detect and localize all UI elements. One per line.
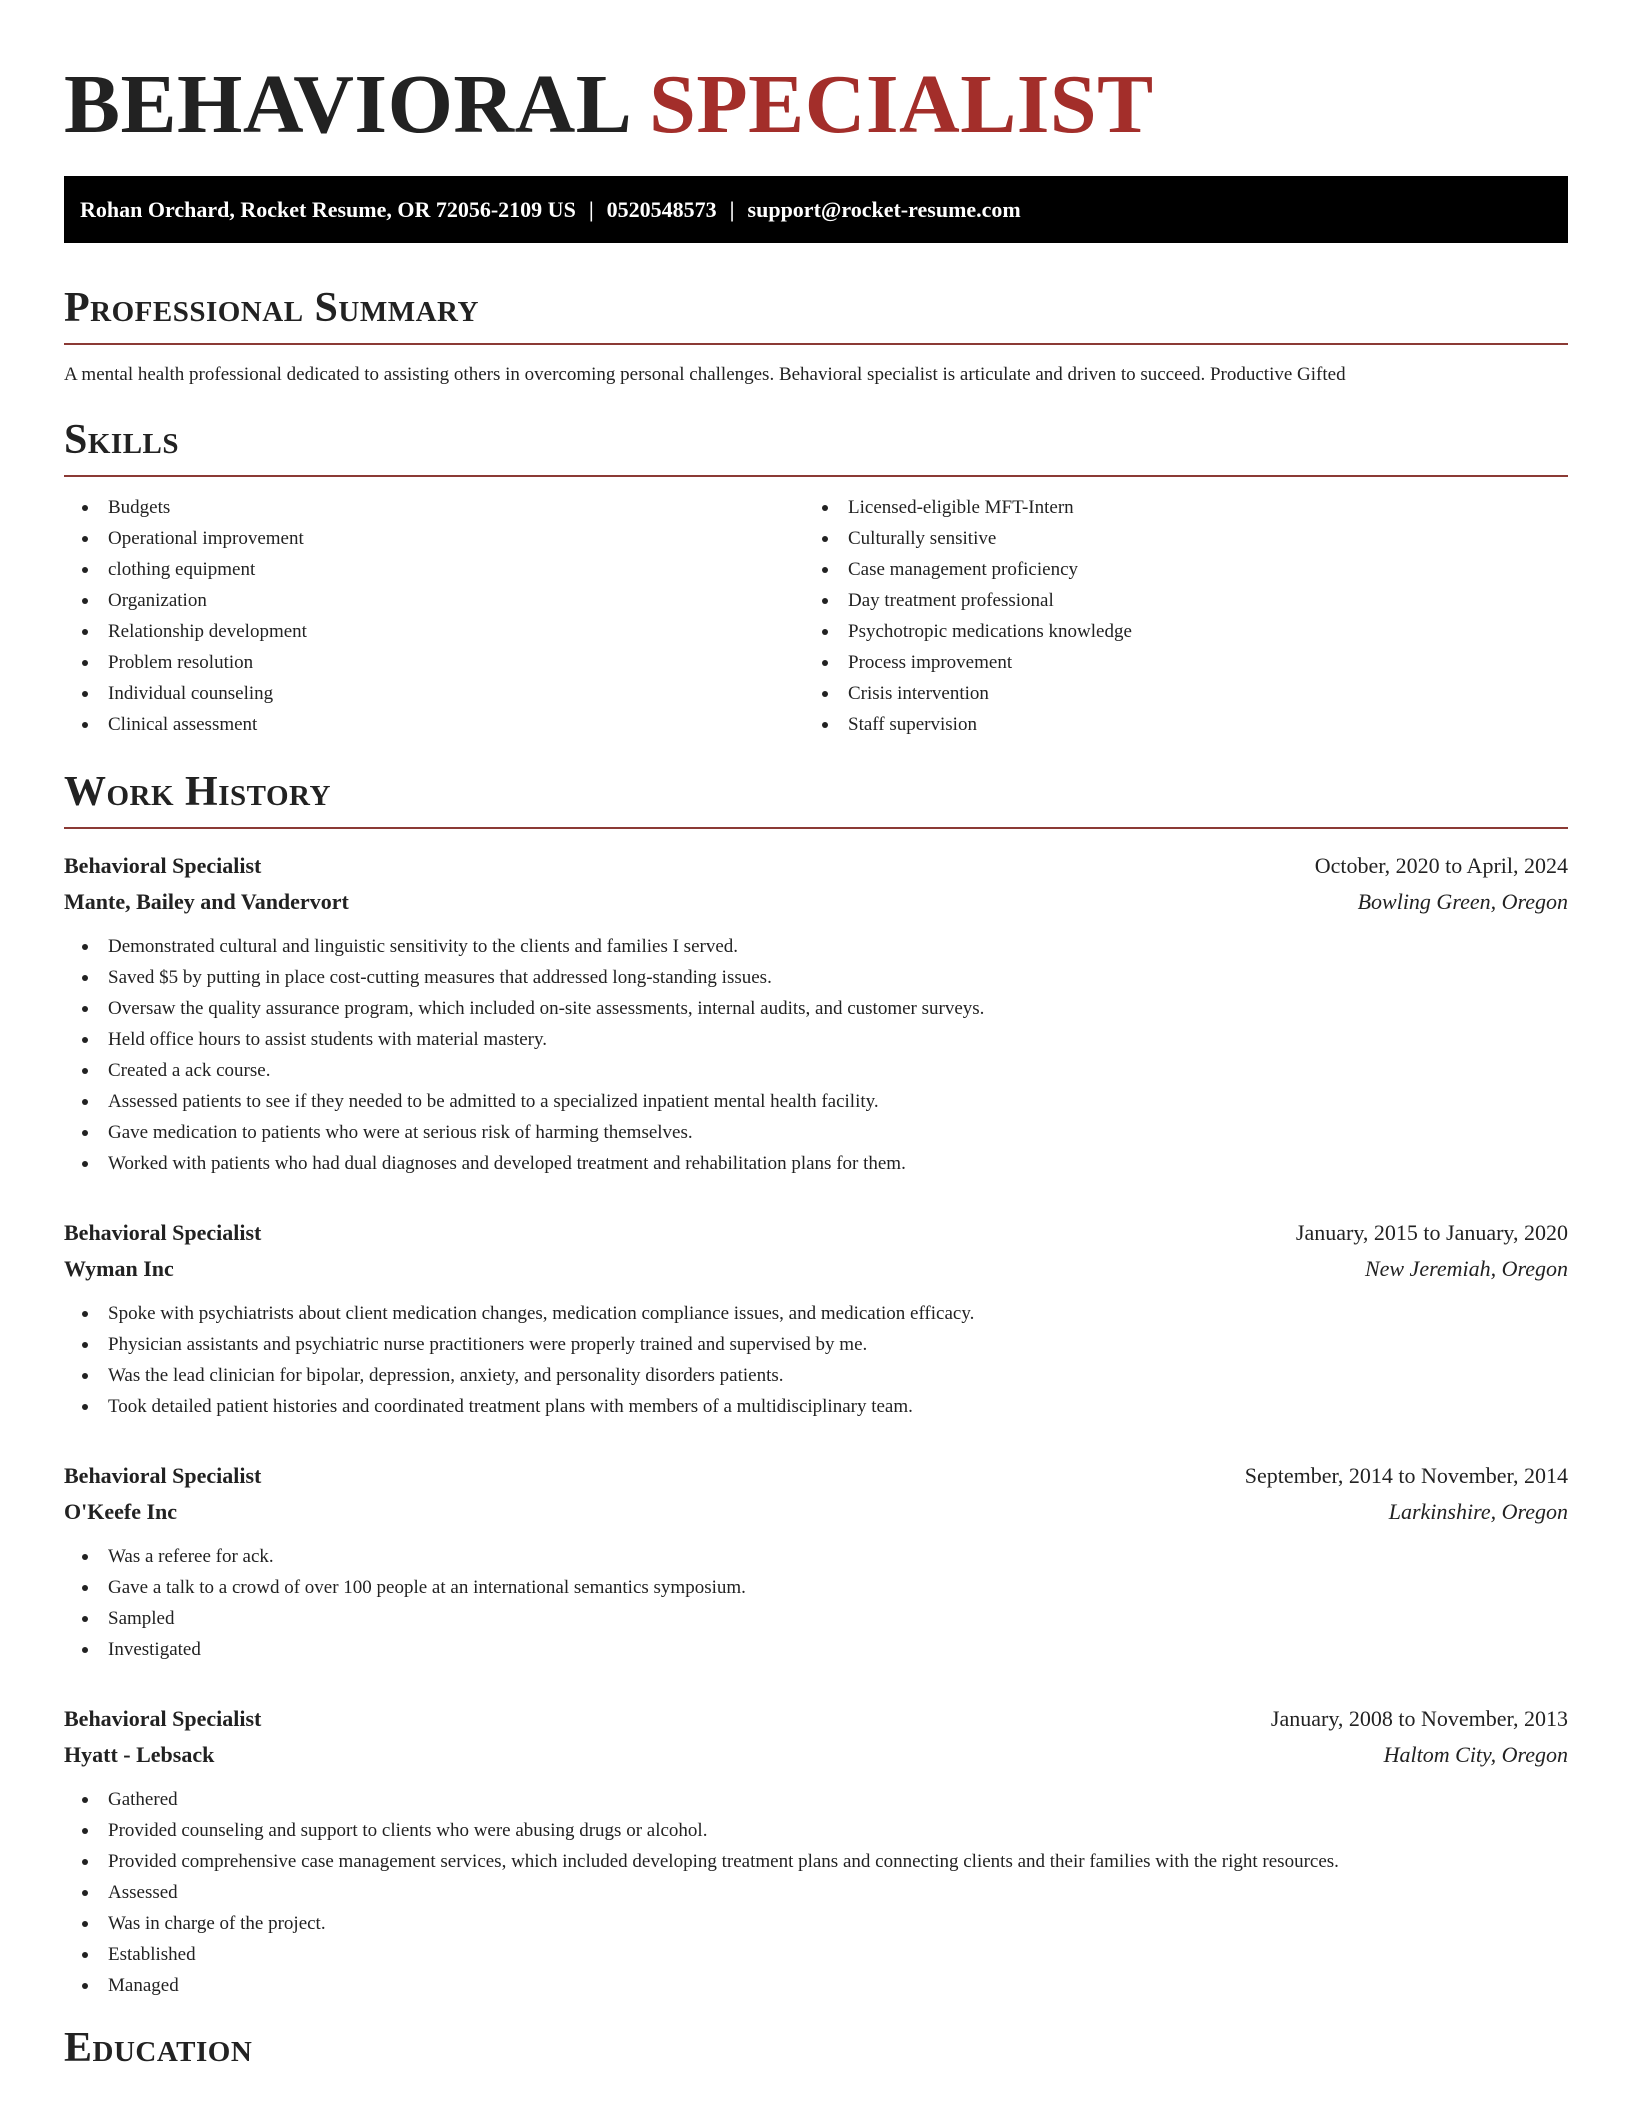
title-role-word: BEHAVIORAL xyxy=(64,58,628,151)
job-role: Behavioral Specialist xyxy=(64,853,262,878)
resume-title xyxy=(64,0,1568,155)
job-bullet: Physician assistants and psychiatric nurse practitioners were properly trained and supervised by me. xyxy=(64,1329,1568,1360)
job-bullet: Gave medication to patients who were at serious risk of harming themselves. xyxy=(64,1117,1568,1148)
skill-item: Clinical assessment xyxy=(64,709,804,740)
job-bullet: Established xyxy=(64,1939,1568,1970)
job-location: Bowling Green, Oregon xyxy=(1357,889,1568,914)
job-dates: September, 2014 to November, 2014 xyxy=(1244,1463,1568,1488)
job-entry xyxy=(64,1215,1568,1422)
job-bullet: Oversaw the quality assurance program, which included on-site assessments, internal audits, and customer surveys. xyxy=(64,993,1568,1024)
job-company: Mante, Bailey and Vandervort xyxy=(64,889,349,914)
job-bullet: Investigated xyxy=(64,1634,1568,1665)
job-header-row xyxy=(64,848,1568,884)
job-bullet: Created a ack course. xyxy=(64,1055,1568,1086)
job-bullets xyxy=(64,1541,1568,1665)
skill-item: Relationship development xyxy=(64,616,804,647)
skill-item: Process improvement xyxy=(804,647,1544,678)
skill-item: Individual counseling xyxy=(64,678,804,709)
job-bullet: Provided comprehensive case management services, which included developing treatment plans and connecting clients and their families with the right resources. xyxy=(64,1846,1568,1877)
job-bullet: Was in charge of the project. xyxy=(64,1908,1568,1939)
skills-heading: Skills xyxy=(64,415,1568,477)
skill-item: Case management proficiency xyxy=(804,554,1544,585)
job-bullet: Sampled xyxy=(64,1603,1568,1634)
education-heading: Education xyxy=(64,2025,253,2071)
skill-item: Licensed-eligible MFT-Intern xyxy=(804,492,1544,523)
title-specialist-word: SPECIALIST xyxy=(649,58,1154,151)
skill-item: Budgets xyxy=(64,492,804,523)
contact-separator: | xyxy=(729,197,735,222)
job-entry xyxy=(64,1458,1568,1665)
job-bullet: Took detailed patient histories and coordinated treatment plans with members of a multidisciplinary team. xyxy=(64,1391,1568,1422)
skill-item: Operational improvement xyxy=(64,523,804,554)
contact-email: support@rocket-resume.com xyxy=(747,197,1021,222)
job-bullet: Assessed xyxy=(64,1877,1568,1908)
job-company: Wyman Inc xyxy=(64,1256,174,1281)
job-bullet: Gave a talk to a crowd of over 100 people at an international semantics symposium. xyxy=(64,1572,1568,1603)
skill-item: Psychotropic medications knowledge xyxy=(804,616,1544,647)
skills-list xyxy=(64,492,1568,740)
job-role: Behavioral Specialist xyxy=(64,1463,262,1488)
job-header-row xyxy=(64,1701,1568,1737)
summary-text: A mental health professional dedicated to assisting others in overcoming personal challenges. Behavioral specialist is articulate and driven to succeed. Productive Gifted xyxy=(64,364,1346,385)
job-company: O'Keefe Inc xyxy=(64,1499,178,1524)
job-bullets xyxy=(64,1298,1568,1422)
job-location: Larkinshire, Oregon xyxy=(1388,1499,1568,1524)
job-bullet: Managed xyxy=(64,1970,1568,2001)
job-dates: October, 2020 to April, 2024 xyxy=(1314,853,1568,878)
contact-phone: 0520548573 xyxy=(606,197,717,222)
job-location: New Jeremiah, Oregon xyxy=(1364,1256,1568,1281)
job-bullet: Saved $5 by putting in place cost-cutting measures that addressed long-standing issues. xyxy=(64,962,1568,993)
job-bullet: Gathered xyxy=(64,1784,1568,1815)
job-bullet: Provided counseling and support to clients who were abusing drugs or alcohol. xyxy=(64,1815,1568,1846)
job-bullet: Worked with patients who had dual diagnoses and developed treatment and rehabilitation plans for them. xyxy=(64,1148,1568,1179)
contact-bar xyxy=(64,176,1568,243)
skills-column-right xyxy=(804,492,1544,740)
job-role: Behavioral Specialist xyxy=(64,1706,262,1731)
summary-heading: Professional Summary xyxy=(64,283,1568,345)
job-entry xyxy=(64,1701,1568,2001)
job-location: Haltom City, Oregon xyxy=(1383,1742,1568,1767)
skill-item: Staff supervision xyxy=(804,709,1544,740)
job-company-row xyxy=(64,1737,1568,1773)
work-history-heading: Work History xyxy=(64,767,1568,829)
job-company-row xyxy=(64,884,1568,920)
job-company-row xyxy=(64,1494,1568,1530)
job-header-row xyxy=(64,1458,1568,1494)
job-entry xyxy=(64,848,1568,1179)
skill-item: Organization xyxy=(64,585,804,616)
job-bullet: Spoke with psychiatrists about client medication changes, medication compliance issues, and medication efficacy. xyxy=(64,1298,1568,1329)
job-dates: January, 2008 to November, 2013 xyxy=(1270,1706,1568,1731)
skill-item: Problem resolution xyxy=(64,647,804,678)
skill-item: Culturally sensitive xyxy=(804,523,1544,554)
job-role: Behavioral Specialist xyxy=(64,1220,262,1245)
contact-address: Rohan Orchard, Rocket Resume, OR 72056-2109 US xyxy=(80,197,576,222)
job-bullet: Was a referee for ack. xyxy=(64,1541,1568,1572)
job-bullets xyxy=(64,931,1568,1179)
skills-column-left xyxy=(64,492,804,740)
resume-page xyxy=(64,0,1568,2083)
job-bullet: Held office hours to assist students with material mastery. xyxy=(64,1024,1568,1055)
job-bullet: Was the lead clinician for bipolar, depression, anxiety, and personality disorders patients. xyxy=(64,1360,1568,1391)
skill-item: clothing equipment xyxy=(64,554,804,585)
job-dates: January, 2015 to January, 2020 xyxy=(1295,1220,1568,1245)
job-header-row xyxy=(64,1215,1568,1251)
job-company-row xyxy=(64,1251,1568,1287)
job-bullet: Assessed patients to see if they needed to be admitted to a specialized inpatient mental health facility. xyxy=(64,1086,1568,1117)
job-bullet: Demonstrated cultural and linguistic sensitivity to the clients and families I served. xyxy=(64,931,1568,962)
job-bullets xyxy=(64,1784,1568,2001)
skill-item: Crisis intervention xyxy=(804,678,1544,709)
job-company: Hyatt - Lebsack xyxy=(64,1742,215,1767)
contact-separator: | xyxy=(588,197,594,222)
skill-item: Day treatment professional xyxy=(804,585,1544,616)
